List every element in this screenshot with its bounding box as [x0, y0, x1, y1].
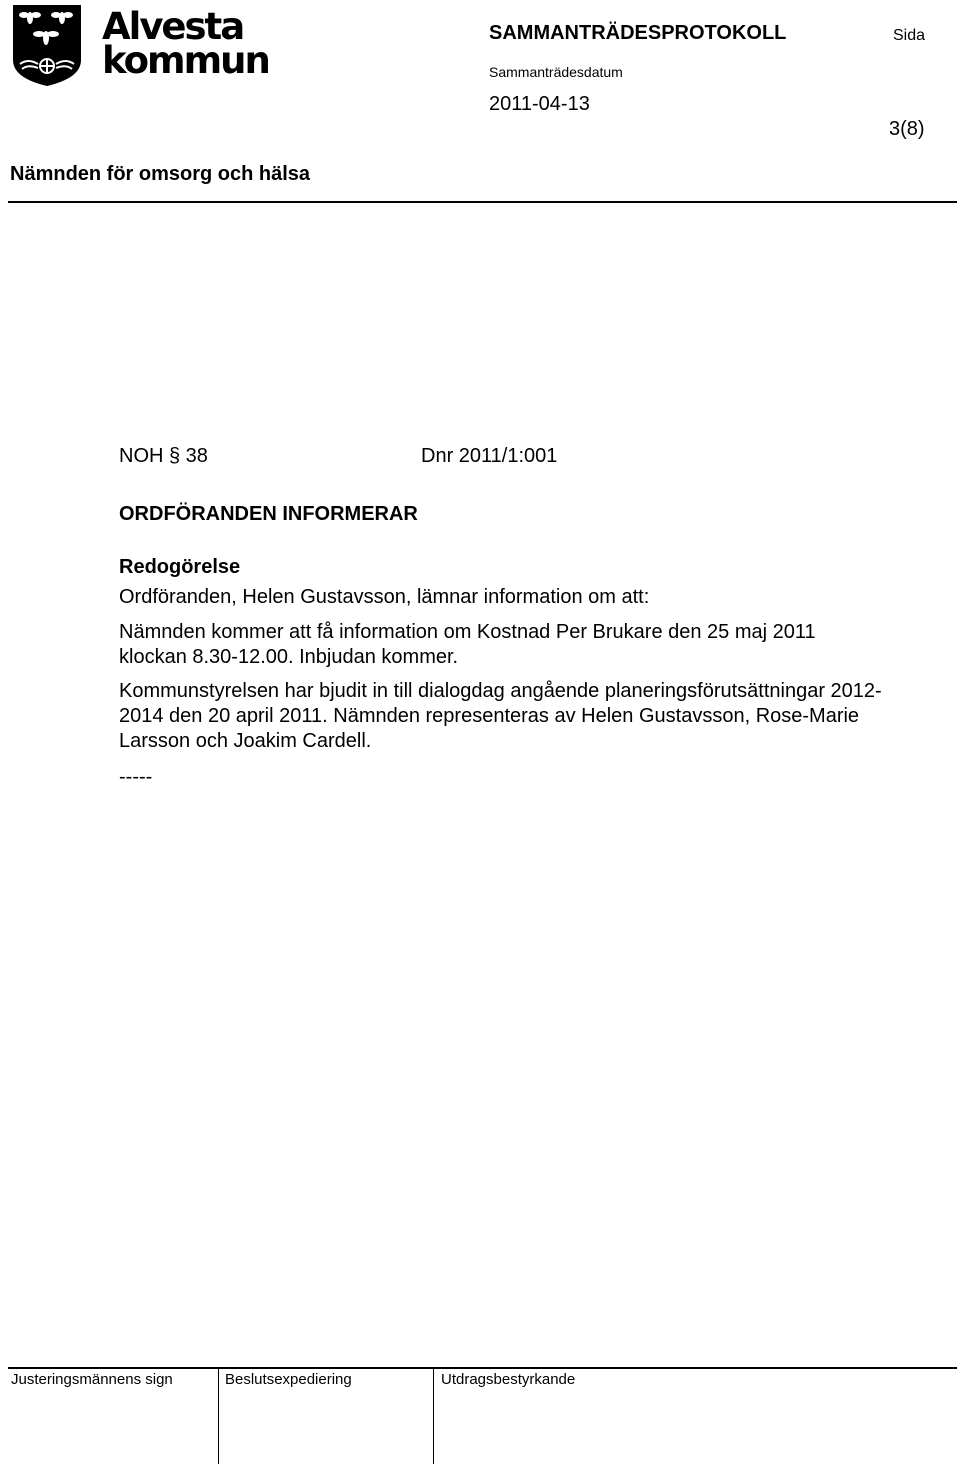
coat-of-arms-icon — [10, 2, 84, 88]
header-divider — [8, 201, 957, 203]
page-number: 3(8) — [889, 118, 925, 140]
logo-text-line2: kommun — [102, 39, 269, 82]
footer-label-certification: Utdragsbestyrkande — [441, 1371, 576, 1388]
subheading: Redogörelse — [119, 556, 241, 578]
paragraph: Kommunstyrelsen har bjudit in till dialogdag angående planeringsförutsättningar 2012-2014 den 20 april 2011. Nämnden representeras av Helen Gustavsson, Rose-Marie Larsson och Joakim Cardell. — [119, 680, 882, 752]
document-title: SAMMANTRÄDESPROTOKOLL — [489, 22, 787, 44]
registration-number: Dnr 2011/1:001 — [421, 445, 558, 467]
page-label: Sida — [893, 27, 926, 44]
footer-column-divider — [433, 1367, 434, 1464]
footer-divider — [8, 1367, 957, 1369]
meeting-date: 2011-04-13 — [489, 93, 590, 115]
section-end-marker: ----- — [119, 766, 153, 788]
committee-name: Nämnden för omsorg och hälsa — [10, 163, 311, 185]
footer-column-divider — [218, 1367, 219, 1464]
paragraph: Nämnden kommer att få information om Kostnad Per Brukare den 25 maj 2011 klockan 8.30-12.00. Inbjudan kommer. — [119, 621, 816, 668]
paragraph: Ordföranden, Helen Gustavsson, lämnar information om att: — [119, 586, 650, 608]
logo-text-line1: Alvesta — [102, 5, 244, 48]
alvesta-kommun-logo — [10, 2, 269, 88]
meeting-date-label: Sammanträdesdatum — [489, 64, 623, 80]
case-number: NOH § 38 — [119, 445, 208, 467]
footer-label-dispatch: Beslutsexpediering — [225, 1371, 352, 1388]
section-heading: ORDFÖRANDEN INFORMERAR — [119, 503, 418, 525]
footer-label-signature: Justeringsmännens sign — [11, 1371, 173, 1388]
